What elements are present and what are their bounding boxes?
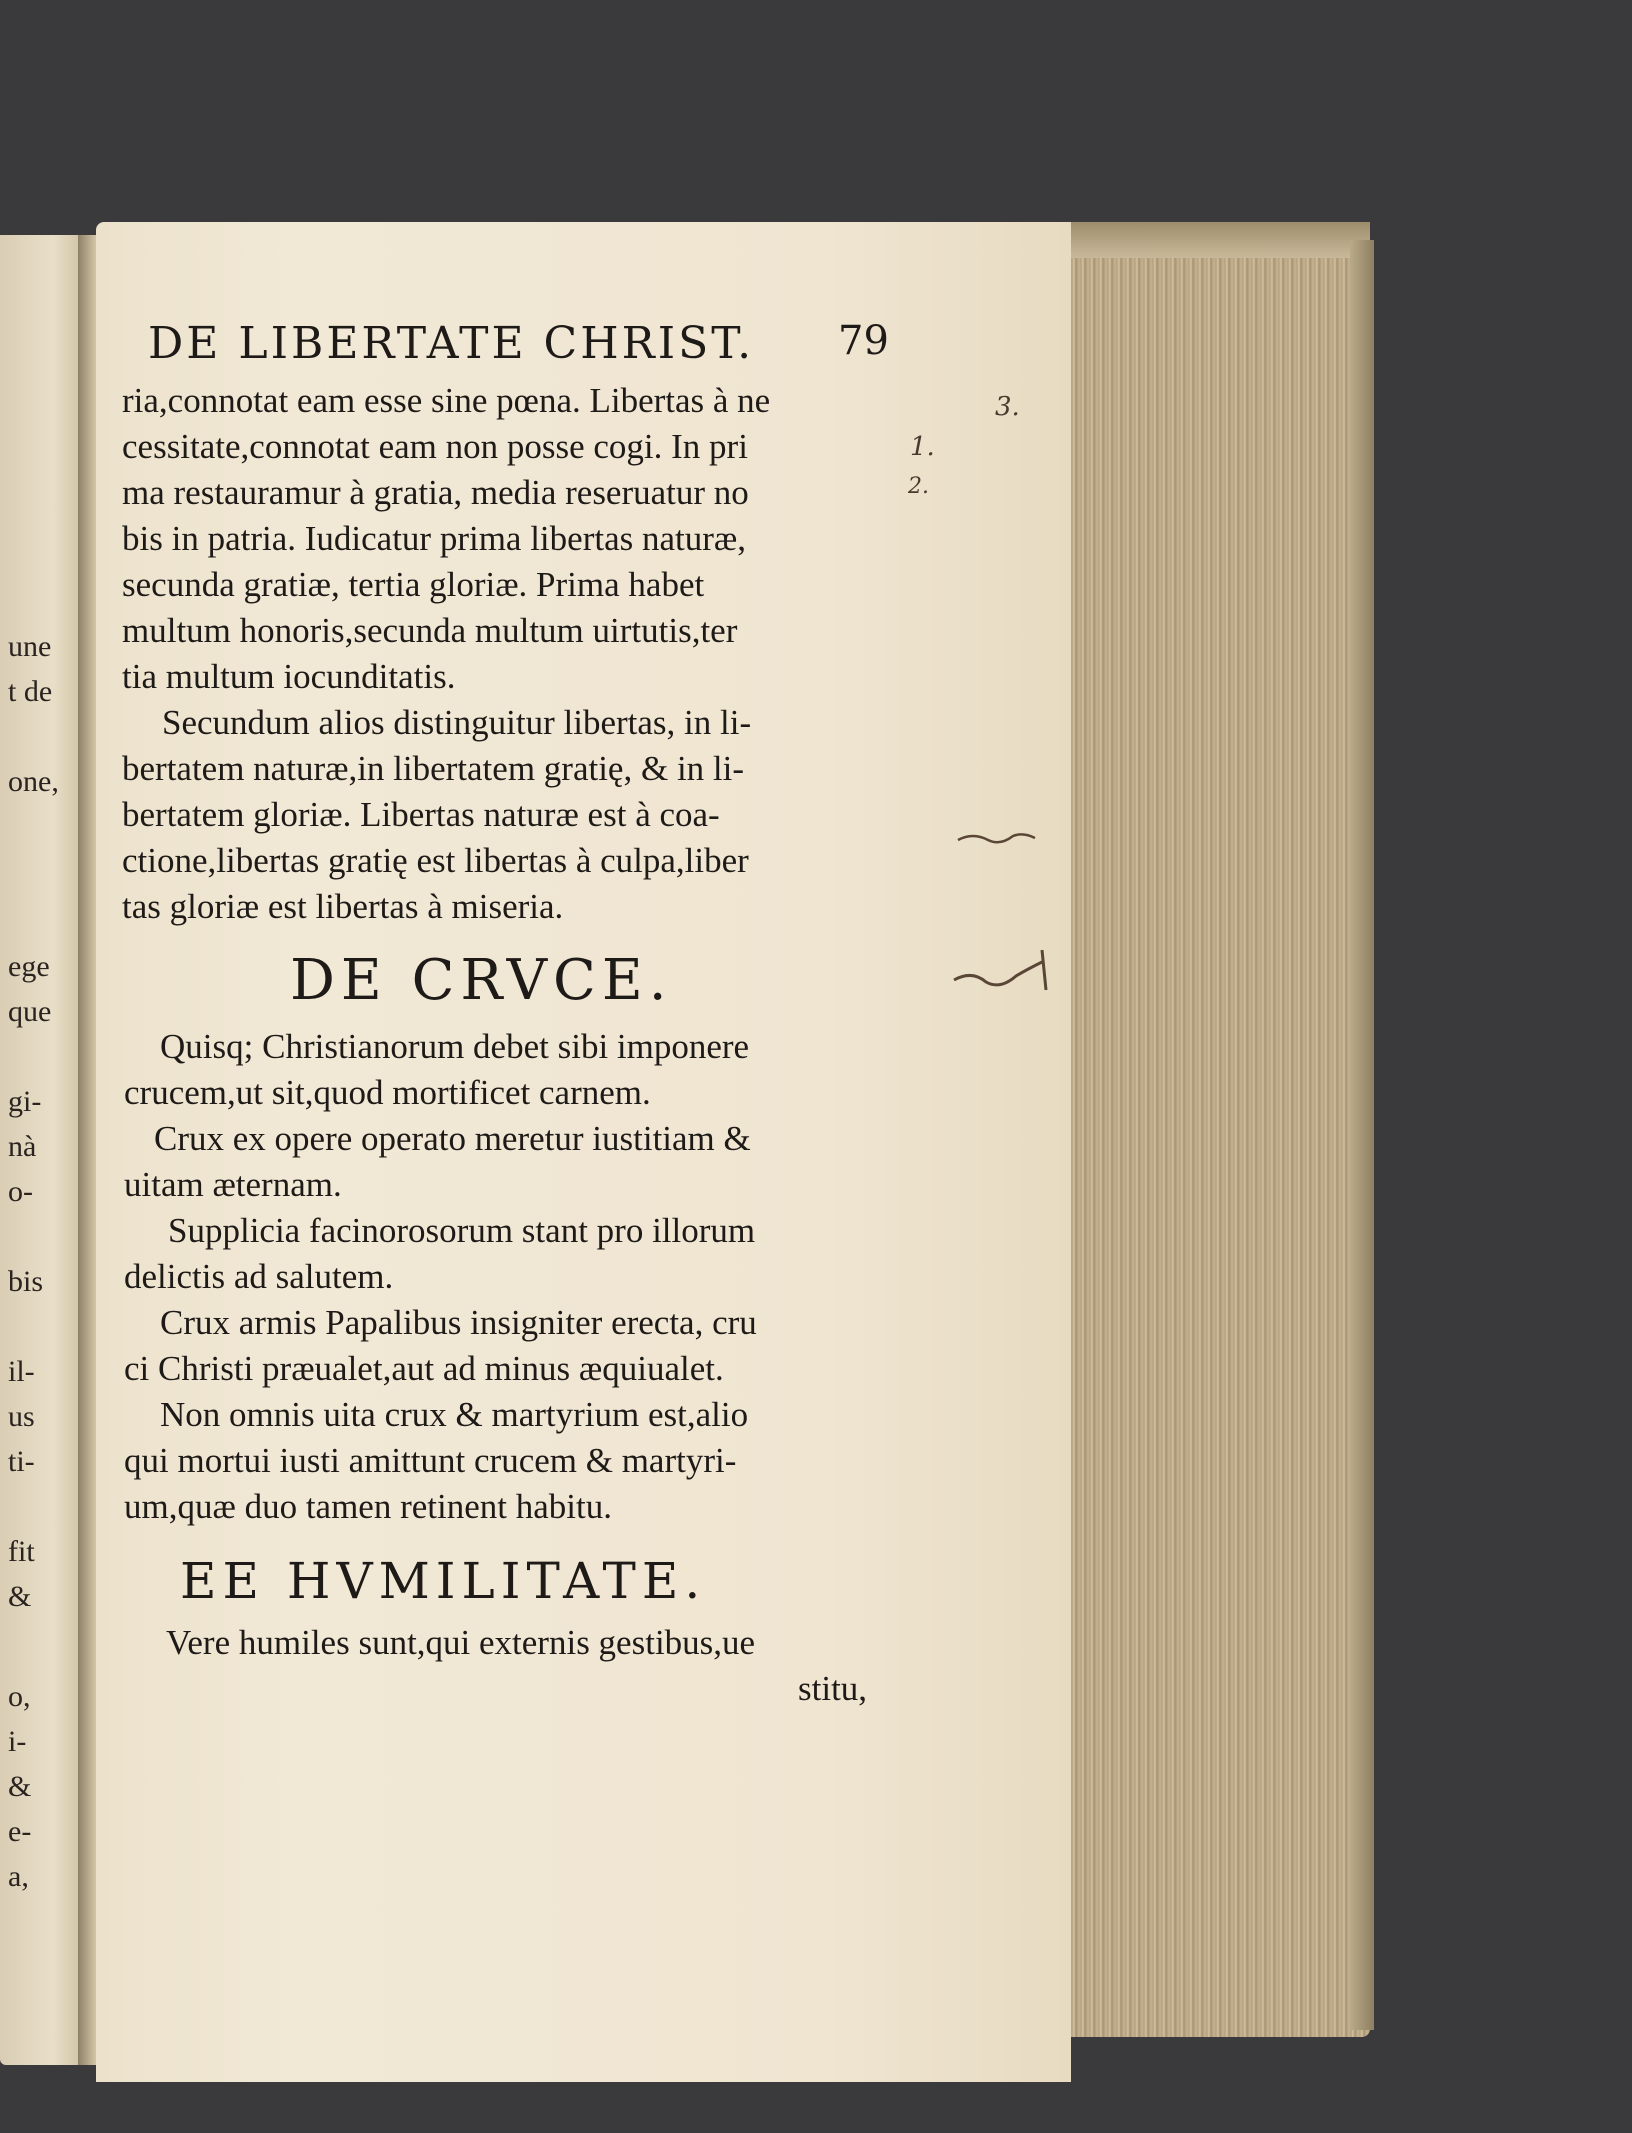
fragment: fit — [8, 1535, 35, 1568]
text-line: Quisq; Christianorum debet sibi imponere — [160, 1027, 750, 1066]
text-line: ci Christi præualet,aut ad minus æquiualet. — [124, 1349, 724, 1388]
text-line: Crux ex opere operato meretur iustitiam & — [154, 1119, 751, 1158]
page-edges — [1058, 222, 1370, 2037]
text-line: tia multum iocunditatis. — [122, 657, 456, 696]
fragment: ti- — [8, 1445, 35, 1478]
text-line: um,quæ duo tamen retinent habitu. — [124, 1487, 612, 1526]
text-line: delictis ad salutem. — [124, 1257, 394, 1296]
fragment: que — [8, 995, 52, 1028]
section-heading-humilitate: EE HVMILITATE. — [180, 1552, 707, 1610]
text-line: Secundum alios distinguitur libertas, in li- — [162, 703, 752, 742]
section-heading-de-cruce: DE CRVCE. — [290, 948, 673, 1013]
previous-page-edge — [0, 235, 88, 2065]
text-line: bertatem naturæ,in libertatem gratię, & in li- — [122, 749, 745, 788]
fragment: t de — [8, 675, 53, 708]
text-line: Supplicia facinorosorum stant pro illorum — [168, 1211, 756, 1250]
fragment: il- — [8, 1355, 35, 1388]
text-line: bertatem gloriæ. Libertas naturæ est à coa- — [122, 795, 720, 834]
marginal-note: 3. — [995, 392, 1020, 422]
text-line: qui mortui iusti amittunt crucem & martyri- — [124, 1441, 737, 1480]
fragment: gi- — [8, 1085, 42, 1118]
text-line: secunda gratiæ, tertia gloriæ. Prima habet — [122, 565, 705, 604]
text-line: Crux armis Papalibus insigniter erecta, cru — [160, 1303, 757, 1342]
fragment: une — [8, 630, 52, 663]
text-line: crucem,ut sit,quod mortificet carnem. — [124, 1073, 651, 1112]
text-line: Non omnis uita crux & martyrium est,alio — [160, 1395, 749, 1434]
text-line: cessitate,connotat eam non posse cogi. In pri — [122, 427, 748, 466]
marginal-note: 2. — [908, 474, 929, 499]
fragment: us — [8, 1400, 35, 1433]
fragment: a, — [8, 1860, 29, 1893]
fragment: o- — [8, 1175, 33, 1208]
catchword: stitu, — [798, 1669, 868, 1708]
text-line: bis in patria. Iudicatur prima libertas naturæ, — [122, 519, 746, 558]
fragment: i- — [8, 1725, 27, 1758]
fragment: e- — [8, 1815, 32, 1848]
fragment: ege — [8, 950, 50, 983]
fragment: o, — [8, 1680, 31, 1713]
text-line: ctione,libertas gratię est libertas à culpa,liber — [122, 841, 749, 880]
page-edges-top — [1058, 222, 1370, 258]
page-number: 79 — [838, 318, 889, 364]
text-line: ria,connotat eam esse sine pœna. Libertas à ne — [122, 381, 771, 420]
running-head-title: DE LIBERTATE CHRIST. — [148, 318, 755, 369]
text-line: uitam æternam. — [124, 1165, 342, 1204]
marginal-note: 1. — [910, 432, 935, 462]
book-cover-edge — [1350, 240, 1374, 2030]
fragment: one, — [8, 765, 59, 798]
fragment: & — [8, 1770, 32, 1803]
handwritten-marks — [950, 800, 1060, 1030]
fragment: nà — [8, 1130, 37, 1163]
text-line: tas gloriæ est libertas à miseria. — [122, 887, 564, 926]
text-line: multum honoris,secunda multum uirtutis,ter — [122, 611, 738, 650]
fragment: & — [8, 1580, 32, 1613]
text-line: Vere humiles sunt,qui externis gestibus,ue — [166, 1623, 756, 1662]
fragment: bis — [8, 1265, 44, 1298]
text-line: ma restauramur à gratia, media reseruatur no — [122, 473, 749, 512]
